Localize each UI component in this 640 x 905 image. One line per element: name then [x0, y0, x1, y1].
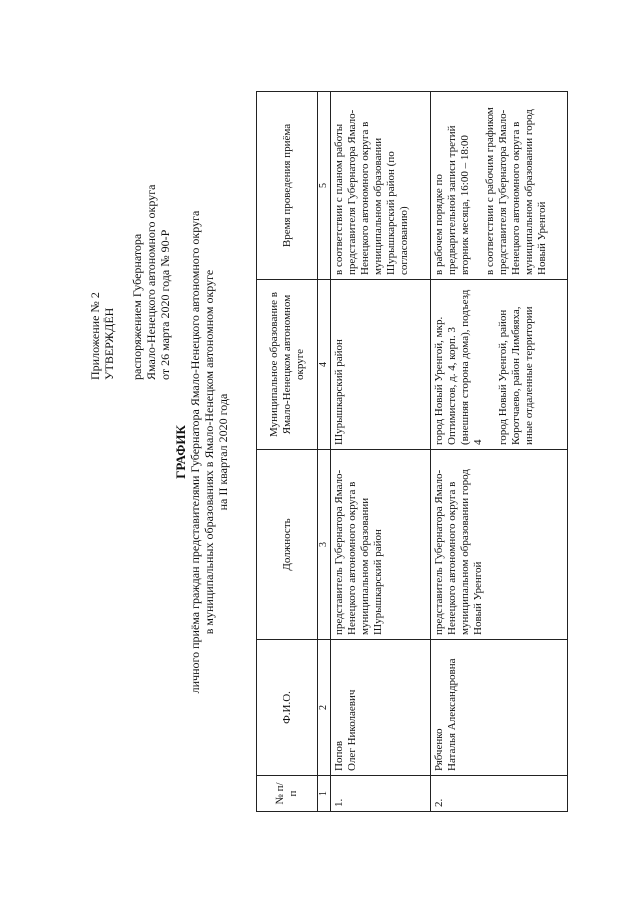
fio-surname: Рябченко	[433, 728, 445, 771]
row-position: представитель Губернатора Ямало-Ненецкого автономного округа в муниципальном образовании город Новый Уренгой	[431, 450, 568, 640]
header-municipality: Муниципальное образование в Ямало-Ненецком автономном округе	[257, 280, 318, 450]
approval-line-2: Ямало-Ненецкого автономного округа	[144, 184, 158, 380]
row-time: в соответствии с планом работы представителя Губернатора Ямало-Ненецкого автономного округа в муниципальном образовании Шурышкарский район (по согласованию)	[331, 92, 431, 280]
approval-line-3: от 26 марта 2020 года № 90-Р	[158, 229, 172, 380]
approved-label: УТВЕРЖДЁН	[102, 307, 116, 380]
heading-line-1: личного приёма граждан представителями Губернатора Ямало-Ненецкого автономного округа	[188, 210, 202, 694]
column-number: 3	[318, 450, 331, 640]
column-number: 5	[318, 92, 331, 280]
column-number-row	[318, 92, 331, 812]
heading-line-3: на II квартал 2020 года	[216, 393, 230, 511]
header-position: Должность	[257, 450, 318, 640]
rotated-page	[70, 72, 570, 832]
row-num: 2.	[431, 776, 568, 812]
row-time	[431, 92, 568, 280]
table-row	[431, 92, 568, 812]
appendix-label: Приложение № 2	[88, 292, 102, 380]
column-number: 1	[318, 776, 331, 812]
header-num: № п/п	[257, 776, 318, 812]
row-municipality	[431, 280, 568, 450]
table-header-row	[257, 92, 318, 812]
fio-surname: Попов	[333, 740, 345, 771]
document-heading	[174, 72, 230, 832]
heading-line-2: в муниципальных образованиях в Ямало-Ненецком автономном округе	[202, 269, 216, 635]
column-number: 4	[318, 280, 331, 450]
row-num: 1.	[331, 776, 431, 812]
table-row	[331, 92, 431, 812]
approval-stamp	[88, 100, 172, 380]
time-other: в соответствии с рабочим графиком представителя Губернатора Ямало-Ненецкого автономного округа в муниципальном образовании город Новый Уренгой	[484, 107, 548, 275]
column-number: 2	[318, 640, 331, 776]
header-fio: Ф.И.О.	[257, 640, 318, 776]
document-title: ГРАФИК	[173, 425, 188, 479]
row-position: представитель Губернатора Ямало-Ненецкого автономного округа в муниципальном образовании Шурышкарский район	[331, 450, 431, 640]
row-municipality: Шурышкарский район	[331, 280, 431, 450]
approval-line-1: распоряжением Губернатора	[130, 233, 144, 380]
time-main: в рабочем порядке по предварительной записи третий вторник месяца, 16:00 – 18:00	[433, 125, 471, 275]
header-time: Время проведения приёма	[257, 92, 318, 280]
row-fio	[431, 640, 568, 776]
row-fio	[331, 640, 431, 776]
schedule-table	[256, 91, 568, 812]
fio-name: Наталья Александровна	[446, 658, 458, 771]
document-page	[70, 72, 570, 832]
municipality-main: город Новый Уренгой, мкр. Оптимистов, д. 4, корп. 3 (внешняя сторона дома), подъезд 4	[433, 289, 484, 445]
fio-name: Олег Николаевич	[346, 689, 358, 771]
municipality-other: город Новый Уренгой, район Коротчаево, район Лимбяяха, иные отдаленные территории	[497, 306, 535, 445]
